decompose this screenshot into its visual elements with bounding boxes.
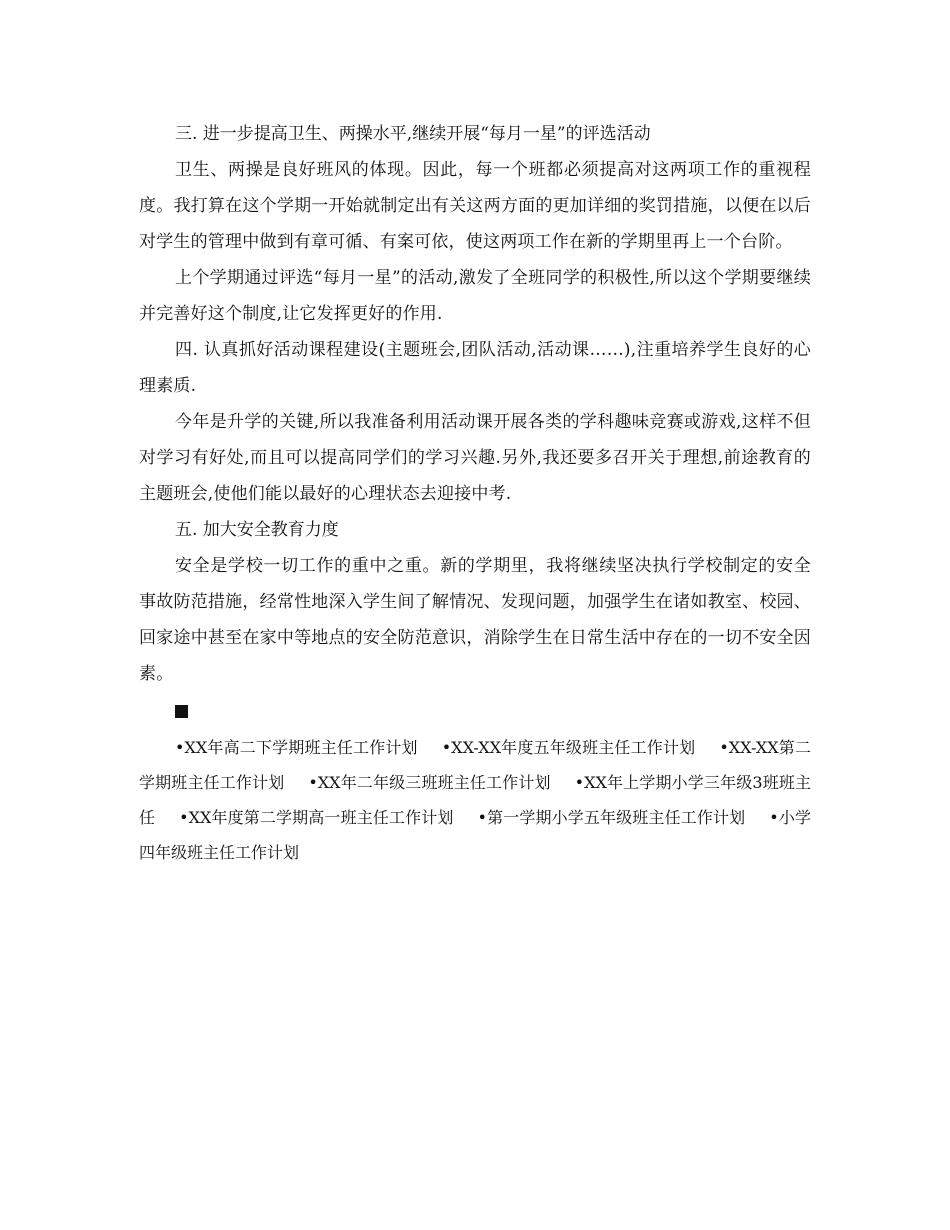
related-link-6[interactable]: •XX年度第二学期高一班主任工作计划 bbox=[179, 808, 454, 827]
section-5-paragraph-1: 安全是学校一切工作的重中之重。新的学期里，我将继续坚决执行学校制定的安全事故防范措施，经常性地深入学生间了解情况、发现问题，加强学生在诸如教室、校园、回家途中甚至在家中等地点的安全防范意识，消除学生在日常生活中存在的一切不安全因素。 bbox=[139, 556, 811, 684]
square-bullet-icon bbox=[175, 705, 188, 718]
section-3-paragraph-2: 上个学期通过评选“每月一星”的活动,激发了全班同学的积极性,所以这个学期要继续并完善好这个制度,让它发挥更好的作用. bbox=[139, 268, 811, 324]
separator-square bbox=[139, 692, 811, 730]
related-link-7[interactable]: •第一学期小学五年级班主任工作计划 bbox=[477, 808, 746, 827]
section-3-paragraph-1: 卫生、两操是良好班风的体现。因此，每一个班都必须提高对这两项工作的重视程度。我打算在这个学期一开始就制定出有关这两方面的更加详细的奖罚措施，以便在以后对学生的管理中做到有章可循、有案可依，使这两项工作在新的学期里再上一个台阶。 bbox=[139, 160, 811, 252]
related-link-3[interactable]: •XX-XX第二学期班主任工作计划 bbox=[139, 738, 811, 792]
section-5-heading: 五. 加大安全教育力度 bbox=[175, 520, 339, 540]
section-4-paragraph-1: 今年是升学的关键,所以我准备利用活动课开展各类的学科趣味竞赛或游戏,这样不但对学习有好处,而且可以提高同学们的学习兴趣.另外,我还要多召开关于理想,前途教育的主题班会,使他们能以最好的心理状态去迎接中考. bbox=[139, 412, 811, 504]
section-3-heading: 三. 进一步提高卫生、两操水平,继续开展“每月一星”的评选活动 bbox=[175, 124, 651, 144]
related-link-4[interactable]: •XX年二年级三班班主任工作计划 bbox=[308, 773, 551, 792]
section-4-heading: 四. 认真抓好活动课程建设(主题班会,团队活动,活动课……),注重培养学生良好的心理素质. bbox=[139, 340, 811, 396]
related-link-2[interactable]: •XX-XX年度五年级班主任工作计划 bbox=[441, 738, 696, 757]
related-link-1[interactable]: •XX年高二下学期班主任工作计划 bbox=[175, 738, 418, 757]
related-links bbox=[139, 730, 811, 870]
document-body bbox=[139, 116, 811, 870]
related-link-8[interactable]: •小学四年级班主任工作计划 bbox=[139, 808, 811, 862]
related-link-5[interactable]: •XX年上学期小学三年级3班班主任 bbox=[139, 773, 811, 827]
